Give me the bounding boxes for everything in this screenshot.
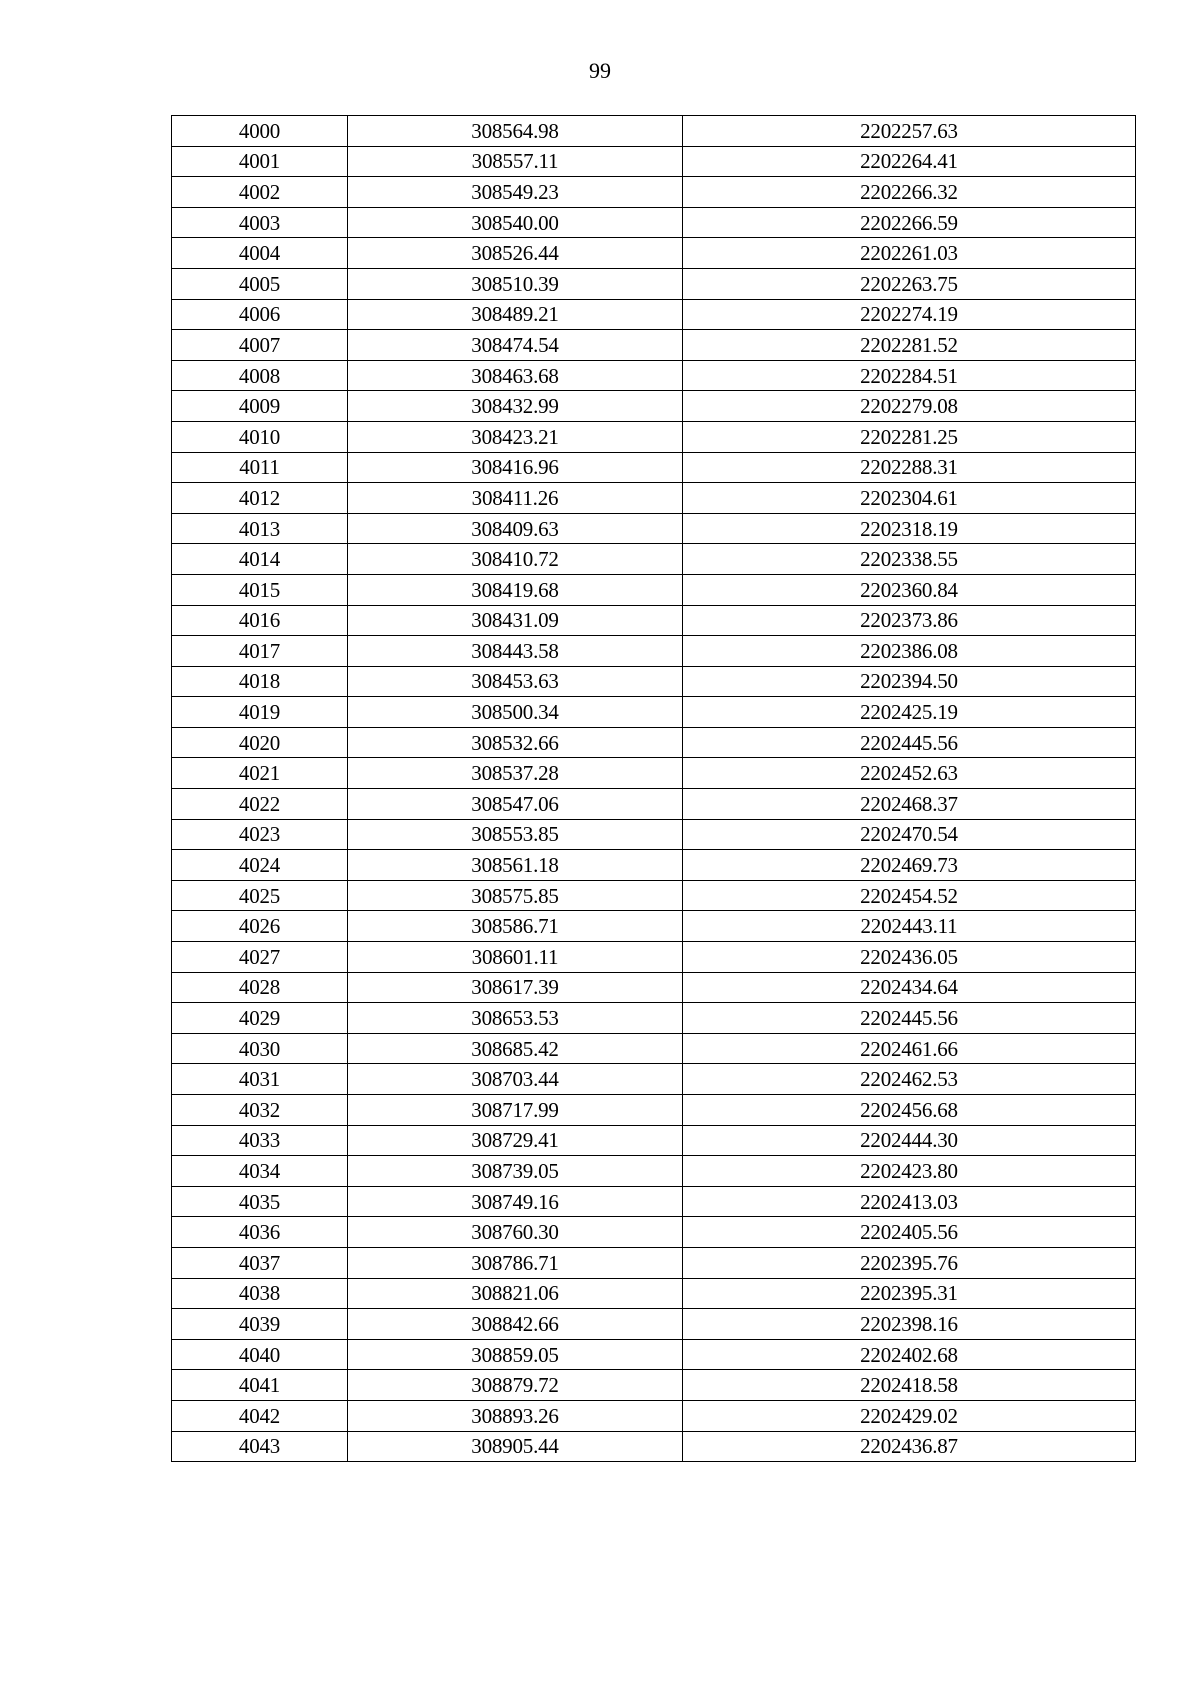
table-row xyxy=(172,177,1136,208)
x-coordinate-cell: 308540.00 xyxy=(348,207,683,238)
point-id-cell: 4019 xyxy=(172,697,348,728)
y-coordinate-cell: 2202423.80 xyxy=(683,1156,1136,1187)
table-row xyxy=(172,1247,1136,1278)
table-row xyxy=(172,391,1136,422)
table-row xyxy=(172,1186,1136,1217)
point-id-cell: 4032 xyxy=(172,1095,348,1126)
y-coordinate-cell: 2202444.30 xyxy=(683,1125,1136,1156)
x-coordinate-cell: 308416.96 xyxy=(348,452,683,483)
y-coordinate-cell: 2202434.64 xyxy=(683,972,1136,1003)
y-coordinate-cell: 2202394.50 xyxy=(683,666,1136,697)
y-coordinate-cell: 2202264.41 xyxy=(683,146,1136,177)
point-id-cell: 4024 xyxy=(172,850,348,881)
y-coordinate-cell: 2202281.52 xyxy=(683,330,1136,361)
x-coordinate-cell: 308500.34 xyxy=(348,697,683,728)
y-coordinate-cell: 2202398.16 xyxy=(683,1309,1136,1340)
x-coordinate-cell: 308729.41 xyxy=(348,1125,683,1156)
point-id-cell: 4033 xyxy=(172,1125,348,1156)
point-id-cell: 4041 xyxy=(172,1370,348,1401)
x-coordinate-cell: 308537.28 xyxy=(348,758,683,789)
point-id-cell: 4036 xyxy=(172,1217,348,1248)
x-coordinate-cell: 308842.66 xyxy=(348,1309,683,1340)
table-row xyxy=(172,850,1136,881)
y-coordinate-cell: 2202469.73 xyxy=(683,850,1136,881)
y-coordinate-cell: 2202257.63 xyxy=(683,116,1136,147)
table-row xyxy=(172,360,1136,391)
point-id-cell: 4005 xyxy=(172,268,348,299)
x-coordinate-cell: 308423.21 xyxy=(348,421,683,452)
y-coordinate-cell: 2202445.56 xyxy=(683,727,1136,758)
point-id-cell: 4037 xyxy=(172,1247,348,1278)
x-coordinate-cell: 308601.11 xyxy=(348,942,683,973)
point-id-cell: 4008 xyxy=(172,360,348,391)
point-id-cell: 4013 xyxy=(172,513,348,544)
point-id-cell: 4021 xyxy=(172,758,348,789)
table-row xyxy=(172,268,1136,299)
table-row xyxy=(172,605,1136,636)
y-coordinate-cell: 2202318.19 xyxy=(683,513,1136,544)
y-coordinate-cell: 2202468.37 xyxy=(683,789,1136,820)
x-coordinate-cell: 308453.63 xyxy=(348,666,683,697)
table-row xyxy=(172,789,1136,820)
table-row xyxy=(172,1156,1136,1187)
x-coordinate-cell: 308549.23 xyxy=(348,177,683,208)
point-id-cell: 4023 xyxy=(172,819,348,850)
x-coordinate-cell: 308409.63 xyxy=(348,513,683,544)
point-id-cell: 4010 xyxy=(172,421,348,452)
table-row xyxy=(172,1217,1136,1248)
point-id-cell: 4020 xyxy=(172,727,348,758)
y-coordinate-cell: 2202261.03 xyxy=(683,238,1136,269)
x-coordinate-cell: 308685.42 xyxy=(348,1033,683,1064)
x-coordinate-cell: 308586.71 xyxy=(348,911,683,942)
table-row xyxy=(172,819,1136,850)
y-coordinate-cell: 2202284.51 xyxy=(683,360,1136,391)
point-id-cell: 4015 xyxy=(172,574,348,605)
y-coordinate-cell: 2202304.61 xyxy=(683,483,1136,514)
x-coordinate-cell: 308879.72 xyxy=(348,1370,683,1401)
point-id-cell: 4014 xyxy=(172,544,348,575)
y-coordinate-cell: 2202274.19 xyxy=(683,299,1136,330)
coordinates-table-body xyxy=(172,116,1136,1462)
y-coordinate-cell: 2202263.75 xyxy=(683,268,1136,299)
y-coordinate-cell: 2202443.11 xyxy=(683,911,1136,942)
point-id-cell: 4034 xyxy=(172,1156,348,1187)
point-id-cell: 4025 xyxy=(172,880,348,911)
x-coordinate-cell: 308739.05 xyxy=(348,1156,683,1187)
y-coordinate-cell: 2202470.54 xyxy=(683,819,1136,850)
x-coordinate-cell: 308653.53 xyxy=(348,1003,683,1034)
table-row xyxy=(172,421,1136,452)
x-coordinate-cell: 308821.06 xyxy=(348,1278,683,1309)
table-row xyxy=(172,146,1136,177)
point-id-cell: 4026 xyxy=(172,911,348,942)
table-row xyxy=(172,1095,1136,1126)
x-coordinate-cell: 308760.30 xyxy=(348,1217,683,1248)
point-id-cell: 4030 xyxy=(172,1033,348,1064)
point-id-cell: 4031 xyxy=(172,1064,348,1095)
point-id-cell: 4017 xyxy=(172,636,348,667)
table-row xyxy=(172,911,1136,942)
point-id-cell: 4012 xyxy=(172,483,348,514)
x-coordinate-cell: 308489.21 xyxy=(348,299,683,330)
x-coordinate-cell: 308532.66 xyxy=(348,727,683,758)
point-id-cell: 4004 xyxy=(172,238,348,269)
table-row xyxy=(172,299,1136,330)
point-id-cell: 4000 xyxy=(172,116,348,147)
x-coordinate-cell: 308432.99 xyxy=(348,391,683,422)
y-coordinate-cell: 2202456.68 xyxy=(683,1095,1136,1126)
y-coordinate-cell: 2202436.87 xyxy=(683,1431,1136,1462)
y-coordinate-cell: 2202395.76 xyxy=(683,1247,1136,1278)
y-coordinate-cell: 2202281.25 xyxy=(683,421,1136,452)
table-row xyxy=(172,1339,1136,1370)
x-coordinate-cell: 308557.11 xyxy=(348,146,683,177)
point-id-cell: 4028 xyxy=(172,972,348,1003)
point-id-cell: 4035 xyxy=(172,1186,348,1217)
x-coordinate-cell: 308575.85 xyxy=(348,880,683,911)
point-id-cell: 4038 xyxy=(172,1278,348,1309)
y-coordinate-cell: 2202373.86 xyxy=(683,605,1136,636)
x-coordinate-cell: 308859.05 xyxy=(348,1339,683,1370)
x-coordinate-cell: 308905.44 xyxy=(348,1431,683,1462)
table-row xyxy=(172,1125,1136,1156)
table-row xyxy=(172,1033,1136,1064)
point-id-cell: 4040 xyxy=(172,1339,348,1370)
y-coordinate-cell: 2202429.02 xyxy=(683,1400,1136,1431)
x-coordinate-cell: 308474.54 xyxy=(348,330,683,361)
table-row xyxy=(172,483,1136,514)
x-coordinate-cell: 308526.44 xyxy=(348,238,683,269)
y-coordinate-cell: 2202402.68 xyxy=(683,1339,1136,1370)
table-row xyxy=(172,544,1136,575)
y-coordinate-cell: 2202395.31 xyxy=(683,1278,1136,1309)
y-coordinate-cell: 2202445.56 xyxy=(683,1003,1136,1034)
table-row xyxy=(172,1400,1136,1431)
table-row xyxy=(172,513,1136,544)
table-row xyxy=(172,330,1136,361)
y-coordinate-cell: 2202266.59 xyxy=(683,207,1136,238)
point-id-cell: 4011 xyxy=(172,452,348,483)
table-row xyxy=(172,972,1136,1003)
y-coordinate-cell: 2202461.66 xyxy=(683,1033,1136,1064)
y-coordinate-cell: 2202436.05 xyxy=(683,942,1136,973)
y-coordinate-cell: 2202338.55 xyxy=(683,544,1136,575)
x-coordinate-cell: 308749.16 xyxy=(348,1186,683,1217)
y-coordinate-cell: 2202405.56 xyxy=(683,1217,1136,1248)
y-coordinate-cell: 2202266.32 xyxy=(683,177,1136,208)
table-row xyxy=(172,207,1136,238)
table-row xyxy=(172,1370,1136,1401)
x-coordinate-cell: 308561.18 xyxy=(348,850,683,881)
point-id-cell: 4022 xyxy=(172,789,348,820)
point-id-cell: 4003 xyxy=(172,207,348,238)
table-row xyxy=(172,942,1136,973)
x-coordinate-cell: 308411.26 xyxy=(348,483,683,514)
y-coordinate-cell: 2202425.19 xyxy=(683,697,1136,728)
table-row xyxy=(172,1309,1136,1340)
y-coordinate-cell: 2202418.58 xyxy=(683,1370,1136,1401)
table-row xyxy=(172,1278,1136,1309)
table-row xyxy=(172,574,1136,605)
point-id-cell: 4039 xyxy=(172,1309,348,1340)
table-row xyxy=(172,758,1136,789)
x-coordinate-cell: 308553.85 xyxy=(348,819,683,850)
x-coordinate-cell: 308510.39 xyxy=(348,268,683,299)
x-coordinate-cell: 308547.06 xyxy=(348,789,683,820)
y-coordinate-cell: 2202360.84 xyxy=(683,574,1136,605)
point-id-cell: 4001 xyxy=(172,146,348,177)
table-row xyxy=(172,666,1136,697)
page-number: 99 xyxy=(589,58,611,83)
x-coordinate-cell: 308564.98 xyxy=(348,116,683,147)
x-coordinate-cell: 308419.68 xyxy=(348,574,683,605)
point-id-cell: 4018 xyxy=(172,666,348,697)
point-id-cell: 4016 xyxy=(172,605,348,636)
table-row xyxy=(172,1431,1136,1462)
point-id-cell: 4009 xyxy=(172,391,348,422)
x-coordinate-cell: 308617.39 xyxy=(348,972,683,1003)
x-coordinate-cell: 308463.68 xyxy=(348,360,683,391)
y-coordinate-cell: 2202279.08 xyxy=(683,391,1136,422)
point-id-cell: 4027 xyxy=(172,942,348,973)
table-row xyxy=(172,1003,1136,1034)
point-id-cell: 4029 xyxy=(172,1003,348,1034)
table-row xyxy=(172,238,1136,269)
point-id-cell: 4043 xyxy=(172,1431,348,1462)
y-coordinate-cell: 2202454.52 xyxy=(683,880,1136,911)
point-id-cell: 4042 xyxy=(172,1400,348,1431)
point-id-cell: 4002 xyxy=(172,177,348,208)
y-coordinate-cell: 2202386.08 xyxy=(683,636,1136,667)
y-coordinate-cell: 2202413.03 xyxy=(683,1186,1136,1217)
table-row xyxy=(172,727,1136,758)
y-coordinate-cell: 2202462.53 xyxy=(683,1064,1136,1095)
table-row xyxy=(172,116,1136,147)
x-coordinate-cell: 308431.09 xyxy=(348,605,683,636)
x-coordinate-cell: 308717.99 xyxy=(348,1095,683,1126)
x-coordinate-cell: 308786.71 xyxy=(348,1247,683,1278)
coordinates-table xyxy=(171,115,1136,1462)
x-coordinate-cell: 308443.58 xyxy=(348,636,683,667)
point-id-cell: 4006 xyxy=(172,299,348,330)
table-row xyxy=(172,880,1136,911)
table-row xyxy=(172,636,1136,667)
table-row xyxy=(172,1064,1136,1095)
table-row xyxy=(172,452,1136,483)
x-coordinate-cell: 308703.44 xyxy=(348,1064,683,1095)
y-coordinate-cell: 2202288.31 xyxy=(683,452,1136,483)
x-coordinate-cell: 308410.72 xyxy=(348,544,683,575)
x-coordinate-cell: 308893.26 xyxy=(348,1400,683,1431)
table-row xyxy=(172,697,1136,728)
y-coordinate-cell: 2202452.63 xyxy=(683,758,1136,789)
point-id-cell: 4007 xyxy=(172,330,348,361)
